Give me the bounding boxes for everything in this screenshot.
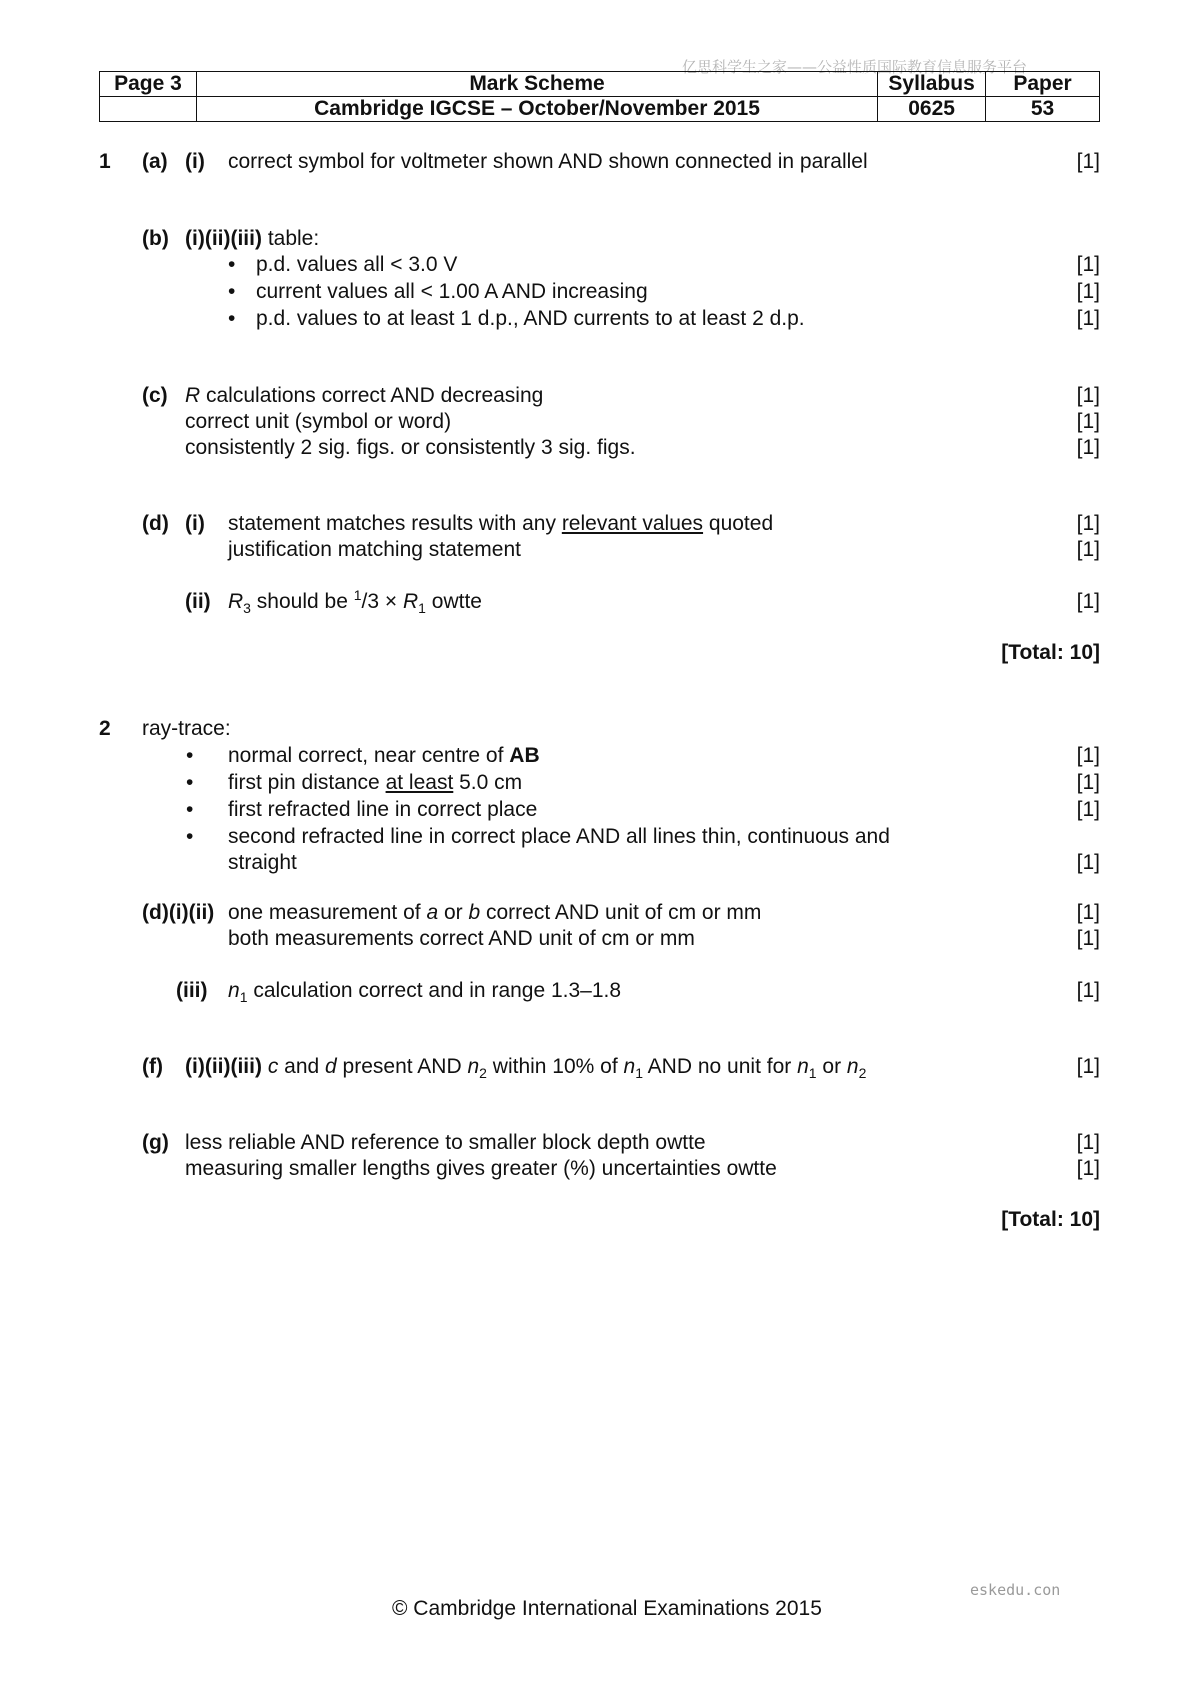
- q2f-mark: [1]: [1076, 1055, 1100, 1078]
- q2d-line-1-pre: one measurement of: [228, 901, 427, 924]
- q1-number: 1: [99, 150, 111, 173]
- q1d-line-2: justification matching statement: [228, 538, 521, 561]
- q2g-mark-2: [1]: [1076, 1157, 1100, 1180]
- q1c-r-symbol: R: [185, 384, 201, 407]
- b-symbol: b: [468, 901, 481, 924]
- q1d-ii-end: owtte: [425, 590, 482, 613]
- header-table: [99, 71, 1100, 122]
- q2d-mark-3: [1]: [1076, 979, 1100, 1002]
- subscript: 1: [239, 989, 248, 1006]
- q2-item-2-post: 5.0 cm: [453, 771, 523, 794]
- q2f-mid-3: AND no unit for: [643, 1055, 798, 1078]
- q2-item-4-mark: [1]: [1076, 851, 1100, 874]
- subscript: 2: [479, 1065, 487, 1082]
- q1c-line-3: consistently 2 sig. figs. or consistently 3 sig. figs.: [185, 436, 636, 459]
- q1-total: [Total: 10]: [1001, 641, 1100, 664]
- q2-item-2-pre: first pin distance: [228, 771, 386, 794]
- n-symbol: n: [797, 1055, 809, 1078]
- bullet-icon: •: [228, 253, 236, 276]
- bullet-icon: •: [186, 744, 194, 767]
- d-symbol: d: [325, 1055, 337, 1078]
- q1c-mark-1: [1]: [1076, 384, 1100, 407]
- q2f-sub-label: (i)(ii)(iii): [185, 1055, 262, 1078]
- c-symbol: c: [267, 1055, 279, 1078]
- q1b-sub-label: (i)(ii)(iii): [185, 227, 262, 250]
- q2f-line: [185, 1054, 866, 1080]
- q1c-line-2: correct unit (symbol or word): [185, 410, 452, 433]
- bullet-icon: •: [186, 825, 194, 848]
- q2-item-4-continued: straight: [228, 851, 297, 874]
- q2-intro: ray-trace:: [142, 717, 231, 740]
- q2d-line-2: both measurements correct AND unit of cm or mm: [228, 927, 695, 950]
- q1c-label: (c): [142, 384, 168, 407]
- q1b-item-1: p.d. values all < 3.0 V: [256, 253, 458, 276]
- syllabus-code: 0625: [878, 97, 986, 122]
- fraction-denominator: /3: [361, 590, 380, 613]
- q2-item-2: [228, 770, 522, 796]
- q2d-iii-rest: calculation correct and in range 1.3–1.8: [247, 979, 622, 1002]
- q2d-line-1-post: correct AND unit of cm or mm: [480, 901, 762, 924]
- q2d-mark-2: [1]: [1076, 927, 1100, 950]
- or-word: or: [438, 901, 469, 924]
- q2f-mid-1: present AND: [336, 1055, 468, 1078]
- subscript: 1: [808, 1065, 817, 1082]
- q1d-line-1-pre: statement matches results with any: [228, 512, 562, 535]
- exam-title: Cambridge IGCSE – October/November 2015: [196, 97, 877, 122]
- q2-number: 2: [99, 717, 111, 740]
- q2d-mark-1: [1]: [1076, 901, 1100, 924]
- q2-item-1: [228, 743, 540, 769]
- q2g-label: (g): [142, 1131, 169, 1154]
- q1b-item-2: current values all < 1.00 A AND increasing: [256, 280, 648, 303]
- bullet-icon: •: [228, 280, 236, 303]
- copyright-footer: © Cambridge International Examinations 2015: [392, 1597, 822, 1620]
- q1c-mark-3: [1]: [1076, 436, 1100, 459]
- q1d-mark-1: [1]: [1076, 512, 1100, 535]
- page-label: Page 3: [100, 72, 197, 97]
- q2-item-2-mark: [1]: [1076, 771, 1100, 794]
- q2g-mark-1: [1]: [1076, 1131, 1100, 1154]
- q2f-label: (f): [142, 1055, 163, 1078]
- q1c-line-1: [185, 383, 543, 409]
- subscript: 3: [243, 600, 251, 617]
- q1b-line: [185, 226, 319, 252]
- q1d-mark-ii: [1]: [1076, 590, 1100, 613]
- syllabus-label: Syllabus: [878, 72, 986, 97]
- and-word: and: [278, 1055, 326, 1078]
- q1d-sub-ii: (ii): [185, 590, 211, 613]
- q2-item-1-mark: [1]: [1076, 744, 1100, 767]
- q1a-label: (a): [142, 150, 168, 173]
- q1b-item-1-mark: [1]: [1076, 253, 1100, 276]
- r-symbol: R: [228, 590, 244, 613]
- q2d-line-1: [228, 900, 761, 926]
- q2-item-2-underlined: at least: [385, 771, 454, 794]
- paper-label: Paper: [986, 72, 1100, 97]
- q2-item-1-text: normal correct, near centre of: [228, 744, 510, 767]
- a-symbol: a: [426, 901, 439, 924]
- q1d-line-1-underlined: relevant values: [561, 512, 704, 535]
- q1b-item-2-mark: [1]: [1076, 280, 1100, 303]
- subscript: 1: [418, 600, 426, 617]
- q2-total: [Total: 10]: [1001, 1208, 1100, 1231]
- q1d-mark-2: [1]: [1076, 538, 1100, 561]
- times-sign: ×: [379, 590, 403, 613]
- subscript: 2: [858, 1065, 867, 1082]
- n-symbol: n: [228, 979, 240, 1002]
- q2-item-3-mark: [1]: [1076, 798, 1100, 821]
- q2d-iii-text: [228, 978, 621, 1004]
- bullet-icon: •: [228, 307, 236, 330]
- q1d-line-1: [228, 511, 773, 537]
- subscript: 1: [635, 1065, 643, 1082]
- q1a-text: correct symbol for voltmeter shown AND shown connected in parallel: [228, 150, 868, 173]
- q1c-line-1-text: calculations correct AND decreasing: [200, 384, 544, 407]
- bullet-icon: •: [186, 798, 194, 821]
- q1b-item-3-mark: [1]: [1076, 307, 1100, 330]
- site-watermark: eskedu.con: [970, 1581, 1061, 1599]
- q2-item-4: second refracted line in correct place AND all lines thin, continuous and: [228, 825, 890, 848]
- header-blank-cell: [100, 97, 197, 122]
- n-symbol: n: [846, 1055, 859, 1078]
- q2-item-1-bold: AB: [509, 744, 540, 767]
- q2-item-3: first refracted line in correct place: [228, 798, 538, 821]
- q1b-item-3: p.d. values to at least 1 d.p., AND currents to at least 2 d.p.: [256, 307, 805, 330]
- q2g-line-1: less reliable AND reference to smaller block depth owtte: [185, 1131, 706, 1154]
- q2g-line-2: measuring smaller lengths gives greater (%) uncertainties owtte: [185, 1157, 777, 1180]
- q2f-mid-2: within 10% of: [486, 1055, 624, 1078]
- n-symbol: n: [467, 1055, 480, 1078]
- q1d-ii-text: [228, 589, 482, 615]
- paper-number: 53: [986, 97, 1100, 122]
- q1d-line-1-post: quoted: [703, 512, 774, 535]
- watermark-text: 亿思科学生之家——公益性质国际教育信息服务平台: [682, 58, 1028, 76]
- q1c-mark-2: [1]: [1076, 410, 1100, 433]
- q1a-sub-label: (i): [185, 150, 205, 173]
- r-symbol: R: [402, 590, 419, 613]
- q2d-sub-iii: (iii): [176, 979, 208, 1002]
- n-symbol: n: [623, 1055, 636, 1078]
- q1d-ii-mid: should be: [250, 590, 354, 613]
- q1d-sub-i: (i): [185, 512, 205, 535]
- q1b-intro: table:: [267, 227, 320, 250]
- fraction-numerator: 1: [353, 587, 362, 603]
- mark-scheme-title: Mark Scheme: [196, 72, 877, 97]
- bullet-icon: •: [186, 771, 194, 794]
- q1d-label: (d): [142, 512, 169, 535]
- q1b-label: (b): [142, 227, 169, 250]
- or-word: or: [816, 1055, 847, 1078]
- q2d-label: (d)(i)(ii): [142, 901, 215, 924]
- q1a-mark: [1]: [1076, 150, 1100, 173]
